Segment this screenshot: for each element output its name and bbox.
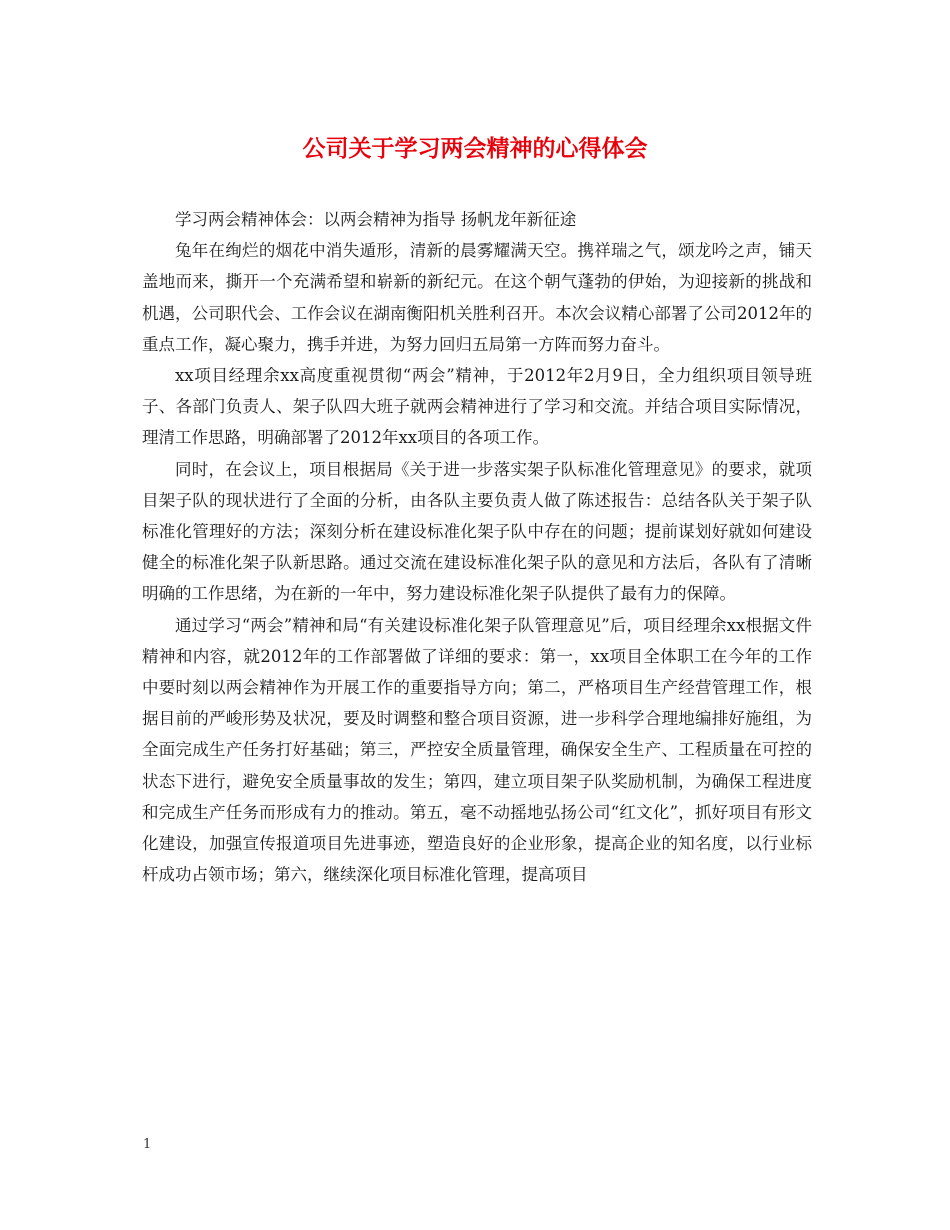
paragraph-2: xx项目经理余xx高度重视贯彻“两会”精神，于2012年2月9日，全力组织项目领导班子、各部门负责人、架子队四大班子就两会精神进行了学习和交流。并结合项目实际情况，理清工作思路，明确部署了2012年xx项目的各项工作。: [142, 366, 812, 448]
paragraph-4: 通过学习“两会”精神和局“有关建设标准化架子队管理意见”后，项目经理余xx根据文件精神和内容，就2012年的工作部署做了详细的要求：第一，xx项目全体职工在今年的工作中要时刻以两会精神作为开展工作的重要指导方向；第二，严格项目生产经营管理工作，根据目前的严峻形势及状况，要及时调整和整合项目资源，进一步科学合理地编排好施组，为全面完成生产任务打好基础；第三，严控安全质量管理，确保安全生产、工程质量在可控的状态下进行，避免安全质量事故的发生；第四，建立项目架子队奖励机制，为确保工程进度和完成生产任务而形成有力的推动。第五，毫不动摇地弘扬公司“红文化”，抓好项目有形文化建设，加强宣传报道项目先进事迹，塑造良好的企业形象，提高企业的知名度，以行业标杆成功占领市场；第六，继续深化项目标准化管理，提高项目: [142, 615, 812, 885]
paragraph-3: 同时，在会议上，项目根据局《关于进一步落实架子队标准化管理意见》的要求，就项目架子队的现状进行了全面的分析，由各队主要负责人做了陈述报告：总结各队关于架子队标准化管理好的方法；深刻分析在建设标准化架子队中存在的问题；提前谋划好就如何建设健全的标准化架子队新思路。通过交流在建设标准化架子队的意见和方法后，各队有了清晰明确的工作思绪，为在新的一年中，努力建设标准化架子队提供了最有力的保障。: [142, 459, 812, 604]
paragraph-1: 兔年在绚烂的烟花中消失遁形，清新的晨雾耀满天空。携祥瑞之气，颂龙吟之声，铺天盖地而来，撕开一个充满希望和崭新的新纪元。在这个朝气蓬勃的伊始，为迎接新的挑战和机遇，公司职代会、工作会议在湖南衡阳机关胜利召开。本次会议精心部署了公司2012年的重点工作，凝心聚力，携手并进，为努力回归五局第一方阵而努力奋斗。: [142, 241, 812, 354]
page-number: 1: [143, 1137, 152, 1152]
document-body: [142, 204, 812, 890]
document-title: 公司关于学习两会精神的心得体会: [302, 136, 648, 162]
paragraph-subtitle: 学习两会精神体会：以两会精神为指导 扬帆龙年新征途: [175, 210, 577, 229]
